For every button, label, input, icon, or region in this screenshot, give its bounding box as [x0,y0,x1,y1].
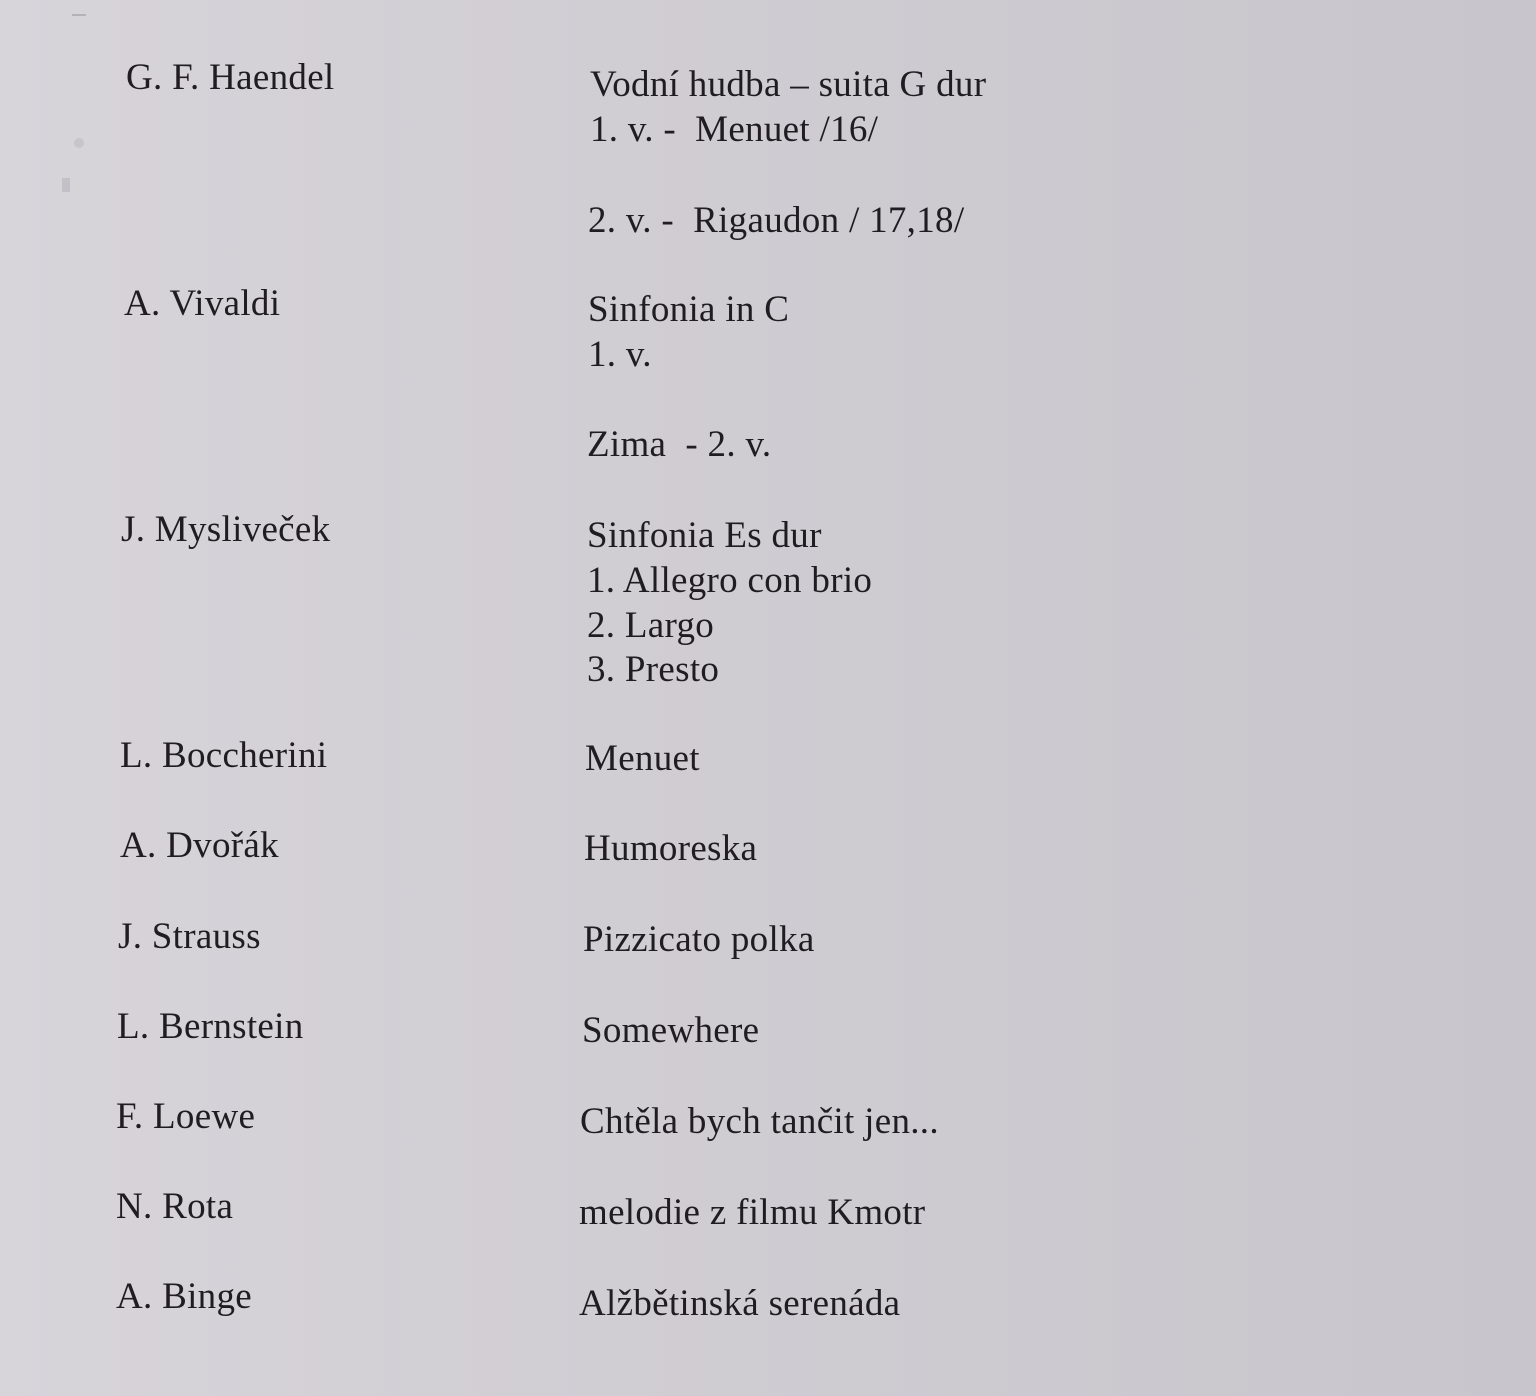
work-title: Somewhere [582,1010,760,1051]
work-movement: 1. v. [588,334,652,375]
work-block [587,514,872,692]
work-title: Alžbětinská serenáda [579,1283,901,1324]
work-movement: 1. Allegro con brio [587,560,873,601]
spacer-line [588,379,789,423]
work-title: melodie z filmu Kmotr [579,1192,926,1233]
spacer-line [590,154,986,199]
composer-name: A. Vivaldi [124,283,281,324]
work-movement: 2. Largo [587,605,715,646]
composer-name: L. Boccherini [120,735,328,776]
composer-name: A. Binge [116,1276,253,1317]
composer-name: J. Strauss [118,916,261,957]
composer-name: A. Dvořák [120,825,279,866]
work-block [588,288,789,467]
work-title: Chtěla bych tančit jen... [580,1101,939,1142]
paper-speck [72,14,86,16]
work-title: Sinfonia in C [588,289,790,330]
work-title: Humoreska [584,828,758,869]
work-movement: 3. Presto [587,649,720,690]
work-title: Vodní hudba – suita G dur [590,64,987,105]
work-movement: 2. v. - Rigaudon / 17,18/ [588,200,965,241]
work-title: Pizzicato polka [583,919,815,960]
paper-speck [74,138,84,148]
composer-name: J. Mysliveček [121,509,331,550]
work-title: Menuet [585,738,700,779]
composer-name: N. Rota [116,1186,234,1227]
composer-name: G. F. Haendel [126,57,335,98]
paper-speck [62,178,70,192]
work-title: Sinfonia Es dur [587,515,822,556]
work-block [590,63,986,243]
composer-name: L. Bernstein [117,1006,304,1047]
composer-name: F. Loewe [116,1096,256,1137]
work-movement: 1. v. - Menuet /16/ [590,109,879,150]
work-movement: Zima - 2. v. [587,424,772,465]
